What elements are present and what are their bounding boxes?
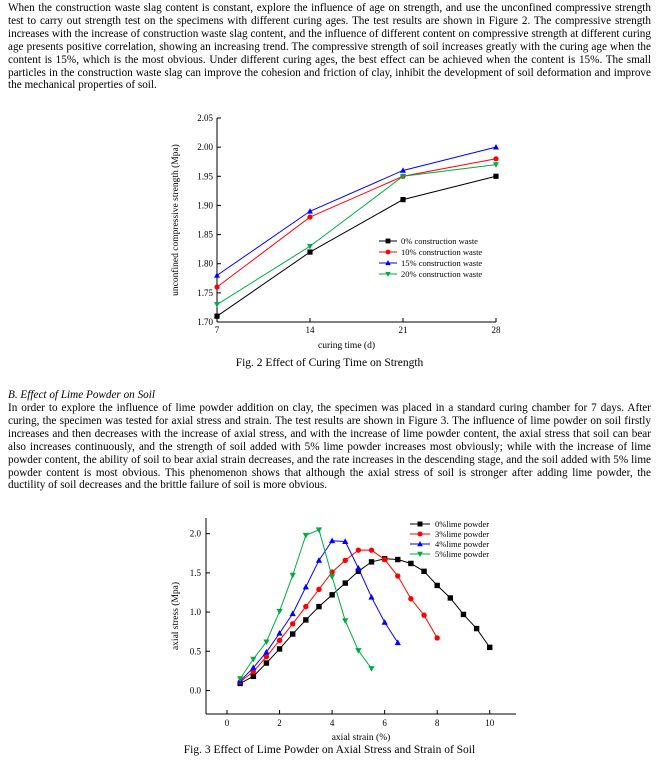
x-tick-label: 28: [491, 325, 501, 335]
data-point: [421, 569, 426, 574]
y-tick-label: 1.75: [197, 287, 213, 298]
x-tick-label: 8: [434, 718, 440, 728]
data-point: [395, 639, 401, 645]
data-point: [277, 638, 282, 643]
data-point: [303, 533, 309, 539]
y-tick-label: 1.85: [197, 229, 213, 240]
legend-marker: [386, 239, 391, 244]
data-point: [277, 646, 282, 651]
data-point: [408, 596, 413, 601]
data-point: [251, 674, 256, 679]
y-tick-label: 1.70: [197, 317, 213, 327]
legend-marker: [418, 532, 423, 537]
legend-marker: [418, 522, 423, 527]
data-point: [343, 558, 348, 563]
data-point: [368, 666, 374, 672]
data-point: [382, 619, 388, 625]
x-tick-label: 2: [277, 718, 282, 728]
data-point: [303, 604, 308, 609]
x-tick-label: 10: [485, 718, 495, 728]
x-axis-title: curing time (d): [318, 341, 375, 351]
data-point: [369, 547, 374, 552]
data-point: [421, 613, 426, 618]
data-point: [307, 214, 312, 219]
data-point: [303, 617, 308, 622]
data-point: [276, 609, 282, 615]
y-tick-label: 1.5: [189, 567, 201, 578]
x-tick-label: 0: [224, 718, 230, 728]
y-axis-title: axial stress (Mpa): [171, 581, 181, 651]
y-tick-label: 1.95: [197, 171, 213, 182]
data-point: [329, 574, 335, 580]
series-line: [217, 165, 496, 305]
y-tick-label: 1.80: [197, 258, 213, 269]
y-tick-label: 2.00: [197, 142, 213, 153]
data-point: [493, 144, 499, 149]
data-point: [382, 557, 387, 562]
data-point: [264, 660, 269, 665]
data-point: [395, 573, 400, 578]
figure-2-caption: Fig. 2 Effect of Curing Time on Strength: [235, 357, 424, 369]
x-tick-label: 4: [329, 718, 335, 728]
y-tick-label: 1.0: [189, 607, 201, 618]
paragraph-curing-age: When the construction waste slag content is constant, explore the influence of age on strength, and use the unconfined compressive strength test to carry out strength test on the specimens with different curing ages. The test results are shown in Figure 2. The compressive strength increases with the increase of construction waste slag content, and the influence of different content on compressive strength at different curing age presents positive correlation, showing an increasing trend. The compressive strength of soil increases greatly with the curing age when the content is 15%, which is the most obvious. Under different curing ages, the best effect can be achieved when the content is 15%. The small particles in the construction waste slag can improve the cohesion and friction of clay, inhibit the development of soil deformation and improve the mechanical properties of soil.: [8, 2, 651, 92]
figure-2-chart: [150, 112, 510, 360]
data-point: [343, 580, 348, 585]
legend-label: 3%lime powder: [435, 529, 490, 539]
data-point: [355, 565, 361, 571]
series-line: [240, 559, 490, 684]
data-point: [493, 174, 498, 179]
data-point: [290, 631, 295, 636]
data-point: [368, 594, 374, 600]
data-point: [356, 547, 361, 552]
y-tick-label: 0.0: [189, 685, 201, 696]
y-tick-label: 0.5: [189, 646, 201, 657]
data-point: [329, 537, 335, 543]
data-point: [290, 573, 296, 579]
data-point: [290, 610, 296, 616]
data-point: [329, 592, 334, 597]
legend-label: 5%lime powder: [435, 549, 490, 559]
data-point: [303, 584, 309, 590]
legend-label: 0% construction waste: [401, 236, 478, 246]
data-point: [474, 626, 479, 631]
data-point: [290, 621, 295, 626]
data-point: [448, 595, 453, 600]
y-axis-title: unconfined compressive strength (Mpa): [171, 144, 181, 296]
series-line: [240, 550, 437, 682]
legend-label: 15% construction waste: [401, 258, 483, 268]
legend-label: 0%lime powder: [435, 519, 490, 529]
y-tick-label: 2.05: [197, 113, 213, 123]
data-point: [487, 645, 492, 650]
figure-3-chart: [170, 516, 530, 742]
x-tick-label: 7: [214, 325, 220, 335]
y-tick-label: 1.90: [197, 200, 213, 211]
data-point: [316, 587, 321, 592]
data-point: [307, 249, 312, 254]
legend-label: 20% construction waste: [401, 269, 483, 279]
data-point: [400, 197, 405, 202]
data-point: [493, 156, 498, 161]
data-point: [214, 302, 220, 307]
data-point: [316, 604, 321, 609]
data-point: [434, 635, 439, 640]
legend-label: 10% construction waste: [401, 247, 483, 257]
data-point: [307, 244, 313, 249]
data-point: [395, 557, 400, 562]
x-tick-label: 6: [382, 718, 387, 728]
legend-label: 4%lime powder: [435, 539, 490, 549]
data-point: [461, 612, 466, 617]
data-point: [214, 314, 219, 319]
x-axis-title: axial strain (%): [331, 733, 391, 742]
y-tick-label: 2.0: [189, 528, 201, 539]
data-point: [408, 561, 413, 566]
data-point: [342, 618, 348, 624]
figure-3-caption: Fig. 3 Effect of Lime Powder on Axial Stress and Strain of Soil: [183, 744, 476, 756]
paragraph-lime-powder: In order to explore the influence of lime powder addition on clay, the specimen was placed in a standard curing chamber for 7 days. After curing, the specimen was tested for axial stress and strain. The test results are shown in Figure 3. The influence of lime powder on soil firstly increases and then decreases with the increase of axial stress, and with the increase of lime powder content, the axial stress that soil can bear also increases continuously, and the strength of soil added with 5% lime powder increases most obviously; while with the increase of lime powder content, the ability of soil to bear axial strain decreases, and the rate increases in the descending stage, and the soil added with 5% lime powder content is most obvious. This phenomenon shows that although the axial stress of soil is stronger after adding lime powder, the ductility of soil decreases and the brittle failure of soil is more obvious.: [8, 402, 651, 492]
data-point: [434, 583, 439, 588]
x-tick-label: 21: [398, 325, 408, 335]
legend-marker: [386, 250, 391, 255]
section-heading: B. Effect of Lime Powder on Soil: [8, 389, 155, 401]
data-point: [369, 559, 374, 564]
data-point: [214, 284, 219, 289]
data-point: [214, 272, 220, 277]
x-tick-label: 14: [305, 325, 315, 335]
